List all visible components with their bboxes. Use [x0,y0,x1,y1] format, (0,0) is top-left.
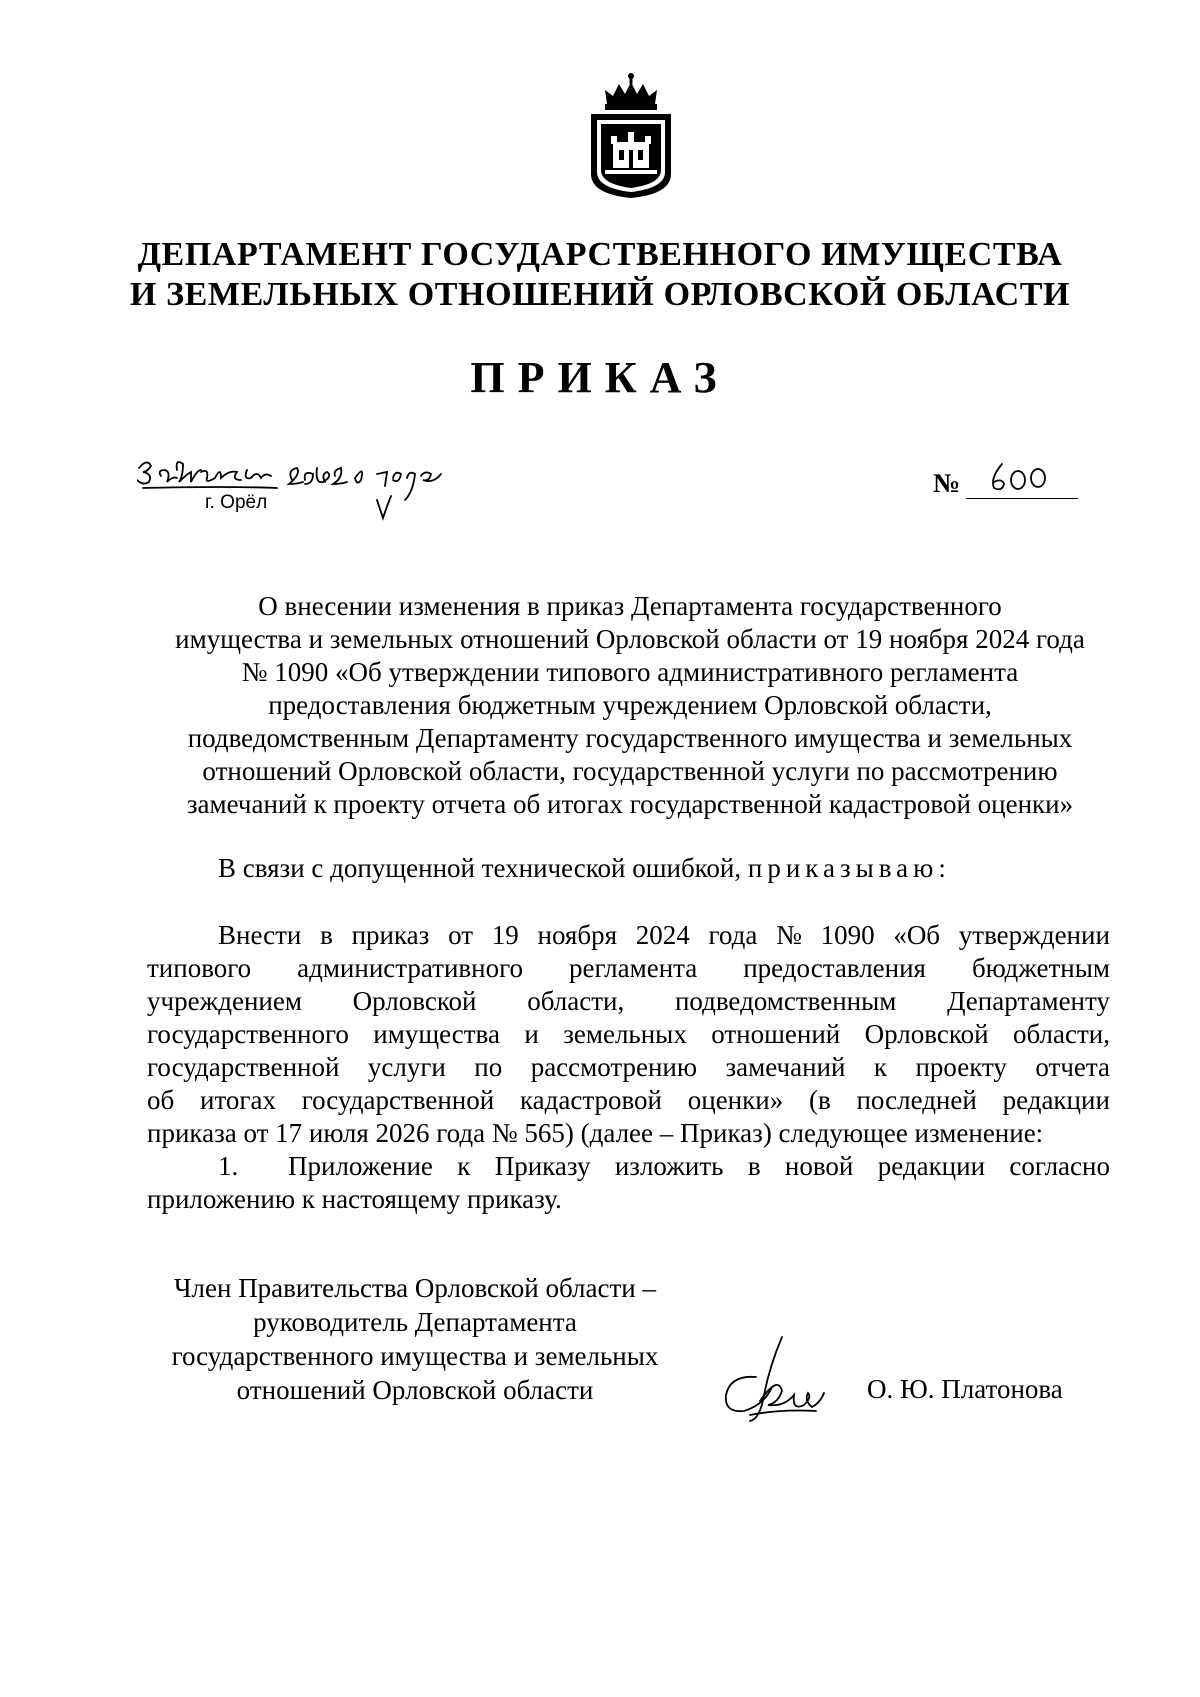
handwritten-signature [720,1335,830,1425]
body-line [147,952,1110,985]
word: согласно [1009,1151,1110,1181]
position-line: Член Правительства Орловской области – [173,1273,656,1303]
word: Орловской [864,1019,989,1049]
body-line [147,985,1110,1018]
order-basis [218,853,951,884]
word: Внести [218,920,302,950]
organization-name-line-2: И ЗЕМЕЛЬНЫХ ОТНОШЕНИЙ ОРЛОВСКОЙ ОБЛАСТИ [129,276,1071,313]
word: бюджетным [971,953,1110,983]
word: учреждением [147,986,302,1016]
title-line: О внесении изменения в приказ Департамента государственного [258,591,1002,621]
word: рассмотрению [530,1052,698,1082]
position-line: государственного имущества и земельных [171,1341,659,1371]
word: предоставления [743,953,926,983]
word: Орловской [352,986,477,1016]
word: редакции [1002,1085,1110,1115]
body-line [147,1051,1110,1084]
organization-name [0,235,1200,315]
word: области, [527,986,625,1016]
signatory-name: О. Ю. Платонова [867,1374,1063,1404]
word: «Об [893,920,941,950]
title-line: отношений Орловской области, государственной услуги по рассмотрению [202,756,1058,786]
word: в [747,1151,761,1181]
word: регламента [568,953,698,983]
title-line: имущества и земельных отношений Орловской области от 19 ноября 2024 года [175,624,1085,654]
word: проекту [915,1052,1007,1082]
position-line: руководитель Департамента [253,1307,577,1337]
list-item-text [288,1150,1110,1183]
word: услуги [367,1052,446,1082]
word: кадастровой [519,1085,662,1115]
number-underline [966,498,1078,499]
word: № [776,920,802,950]
word: к [873,1052,888,1082]
word: редакции [877,1151,986,1181]
body-line: приказа от 17 июля 2026 года № 565) (далее – Приказ) следующее изменение: [147,1118,1044,1148]
word: приказ [351,920,430,950]
order-basis-text: В связи с допущенной технической ошибкой, [218,853,742,883]
word: замечаний [725,1052,846,1082]
handwritten-number [986,460,1056,496]
body-line [147,1018,1110,1051]
word: утверждении [958,920,1110,950]
word: об [147,1085,175,1115]
word: 19 [491,920,519,950]
organization-name-line-1: ДЕПАРТАМЕНТ ГОСУДАРСТВЕННОГО ИМУЩЕСТВА [137,236,1063,273]
word: Департаменту [947,986,1110,1016]
word: оценки» [687,1085,784,1115]
word: Приказу [494,1151,591,1181]
handwritten-date [137,456,467,526]
word: по [474,1052,503,1082]
word: типового [147,953,252,983]
title-line: предоставления бюджетным учреждением Орловской области, [268,690,992,720]
order-title [150,590,1110,821]
word: имущества [373,1019,500,1049]
document-type-heading: ПРИКАЗ [470,353,730,402]
word: в [320,920,333,950]
position-line: отношений Орловской области [236,1375,594,1405]
body-line [147,919,1110,952]
word: года [708,920,758,950]
word: земельных [563,1019,687,1049]
word: ноября [537,920,618,950]
word: последней [856,1085,977,1115]
word: (в [808,1085,831,1115]
word: и [524,1019,539,1049]
word: государственного [147,1019,349,1049]
word: к [457,1151,471,1181]
number-label: № [933,468,961,498]
word: государственной [147,1052,340,1082]
signatory-position [150,1271,680,1407]
title-line: подведомственным Департаменту государственного имущества и земельных [187,723,1073,753]
list-item-number: 1. [218,1151,239,1181]
word: административного [297,953,524,983]
word: 1090 [820,920,875,950]
city-label: г. Орёл [205,492,268,513]
word: государственной [301,1085,495,1115]
word: итогах [200,1085,276,1115]
word: Приложение [288,1151,433,1181]
word: отношений [711,1019,841,1049]
title-line: № 1090 «Об утверждении типового административного регламента [241,657,1019,687]
order-command: приказываю: [747,853,951,883]
order-body [147,919,1110,1216]
word: области, [1012,1019,1110,1049]
body-line [147,1084,1110,1117]
orel-region-coat-of-arms-icon [583,70,679,200]
word: 2024 [635,920,690,950]
title-line: замечаний к проекту отчета об итогах государственной кадастровой оценки» [186,789,1074,819]
word: от [448,920,474,950]
body-line: приложению к настоящему приказу. [147,1184,562,1214]
word: изложить [614,1151,724,1181]
list-item [147,1150,1110,1183]
word: подведомственным [674,986,897,1016]
word: новой [784,1151,854,1181]
word: отчета [1035,1052,1110,1082]
